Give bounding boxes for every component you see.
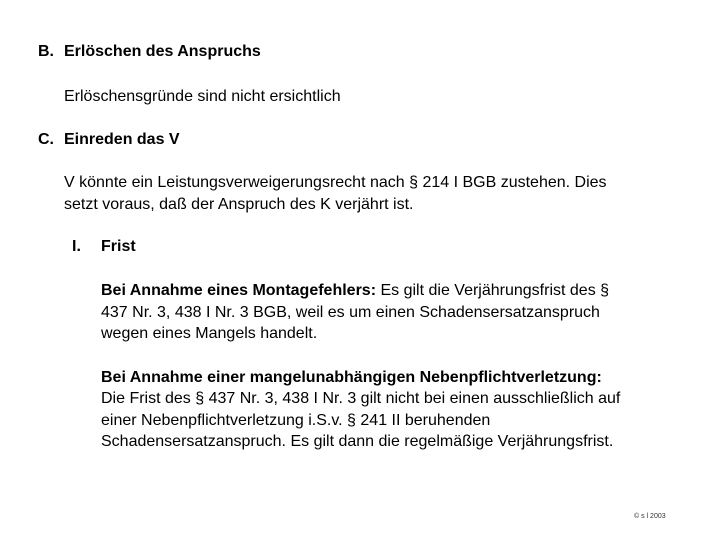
- para1-line3: wegen eines Mangels handelt.: [101, 325, 318, 342]
- para2-line4: Schadensersatzanspruch. Es gilt dann die regelmäßige Verjährungsfrist.: [101, 433, 614, 450]
- para2-line2: Die Frist des § 437 Nr. 3, 438 I Nr. 3 gilt nicht bei einen ausschließlich auf: [101, 390, 621, 407]
- section-b-title: Erlöschen des Anspruchs: [64, 43, 261, 60]
- section-c-text-line1: V könnte ein Leistungsverweigerungsrecht nach § 214 I BGB zustehen. Dies: [64, 174, 607, 191]
- section-c-marker: C.: [38, 131, 54, 148]
- section-b-marker: B.: [38, 43, 54, 60]
- section-c-text-line2: setzt voraus, daß der Anspruch des K verjährt ist.: [64, 196, 414, 213]
- para1-line2: 437 Nr. 3, 438 I Nr. 3 BGB, weil es um einen Schadensersatzanspruch: [101, 304, 600, 321]
- section-b-text: Erlöschensgründe sind nicht ersichtlich: [64, 88, 341, 105]
- para1-line1-rest: Es gilt die Verjährungsfrist des §: [376, 282, 610, 299]
- para2-lead: Bei Annahme einer mangelunabhängigen Nebenpflichtverletzung:: [101, 369, 602, 386]
- subsection-1-marker: I.: [72, 238, 81, 255]
- section-c-title: Einreden das V: [64, 131, 180, 148]
- para1-lead: Bei Annahme eines Montagefehlers:: [101, 282, 377, 299]
- para2-line3: einer Nebenpflichtverletzung i.S.v. § 241 II beruhenden: [101, 412, 491, 429]
- para1-line1: [101, 280, 609, 302]
- subsection-1-title: Frist: [101, 238, 136, 255]
- footer-copyright: © s l 2003: [634, 513, 666, 520]
